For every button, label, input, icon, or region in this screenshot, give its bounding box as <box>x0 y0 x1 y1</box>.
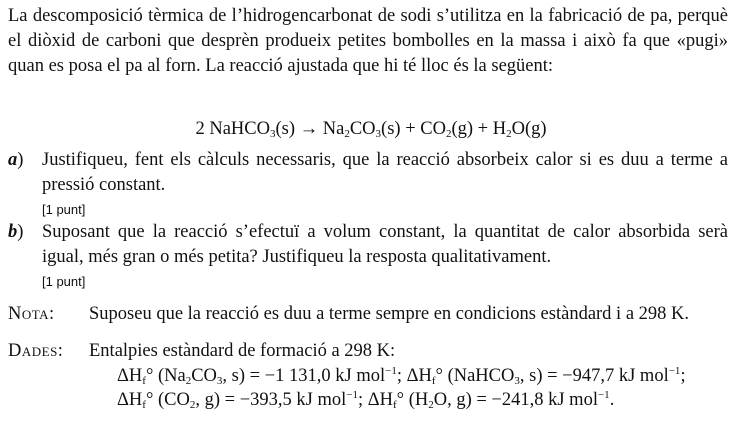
intro-paragraph: La descomposició tèrmica de l’hidrogencarbonat de sodi s’utilitza en la fabricació de pa, perquè el diòxid de carboni que desprèn produeix petites bombolles en la massa i això fa que «pugi» quan es posa el pa al forn. La reacció ajustada que hi té lloc és la següent: <box>8 6 728 76</box>
note-text: Suposeu que la reacció es duu a terme sempre en condicions estàndard i a 298 K. <box>89 304 690 324</box>
data-label: Dades: <box>8 341 64 361</box>
question-a-label: a) <box>8 150 24 170</box>
note-label: Nota: <box>8 304 55 324</box>
question-a-points: [1 punt] <box>42 202 86 217</box>
question-b-points: [1 punt] <box>42 274 86 289</box>
question-a-text: Justifiqueu, fent els càlculs necessaris, que la reacció absorbeix calor si es duu a terme a pressió constant. <box>42 150 728 195</box>
question-b-text: Suposant que la reacció s’efectuï a volum constant, la quantitat de calor absorbida serà igual, més gran o més petita? Justifiqueu la resposta qualitativament. <box>42 222 728 267</box>
question-b-label: b) <box>8 222 24 242</box>
data-text: Entalpies estàndard de formació a 298 K: <box>89 341 396 361</box>
reaction-equation: 2 NaHCO$_3$(s) → $Na_2CO_3(s) + CO_2(g) + H_2O(g)$ <box>195 119 547 140</box>
enthalpy-line-1: $\Delta H_f^\circ$ ($Na_2CO_3$, s) = −1 131,0 kJ mol$^{-1}$; $\Delta H_f^\circ$ (NaHCO$_3$, s) = −947,7 kJ mol$^{-1}$; <box>117 365 686 387</box>
enthalpy-line-2: $\Delta H_f^\circ$ ($CO_2$, g) = −393,5 kJ mol$^{-1}$; $\Delta H_f^\circ$ ($H_2O$, g) = −241,8 kJ mol$^{-1}$. <box>117 389 615 411</box>
